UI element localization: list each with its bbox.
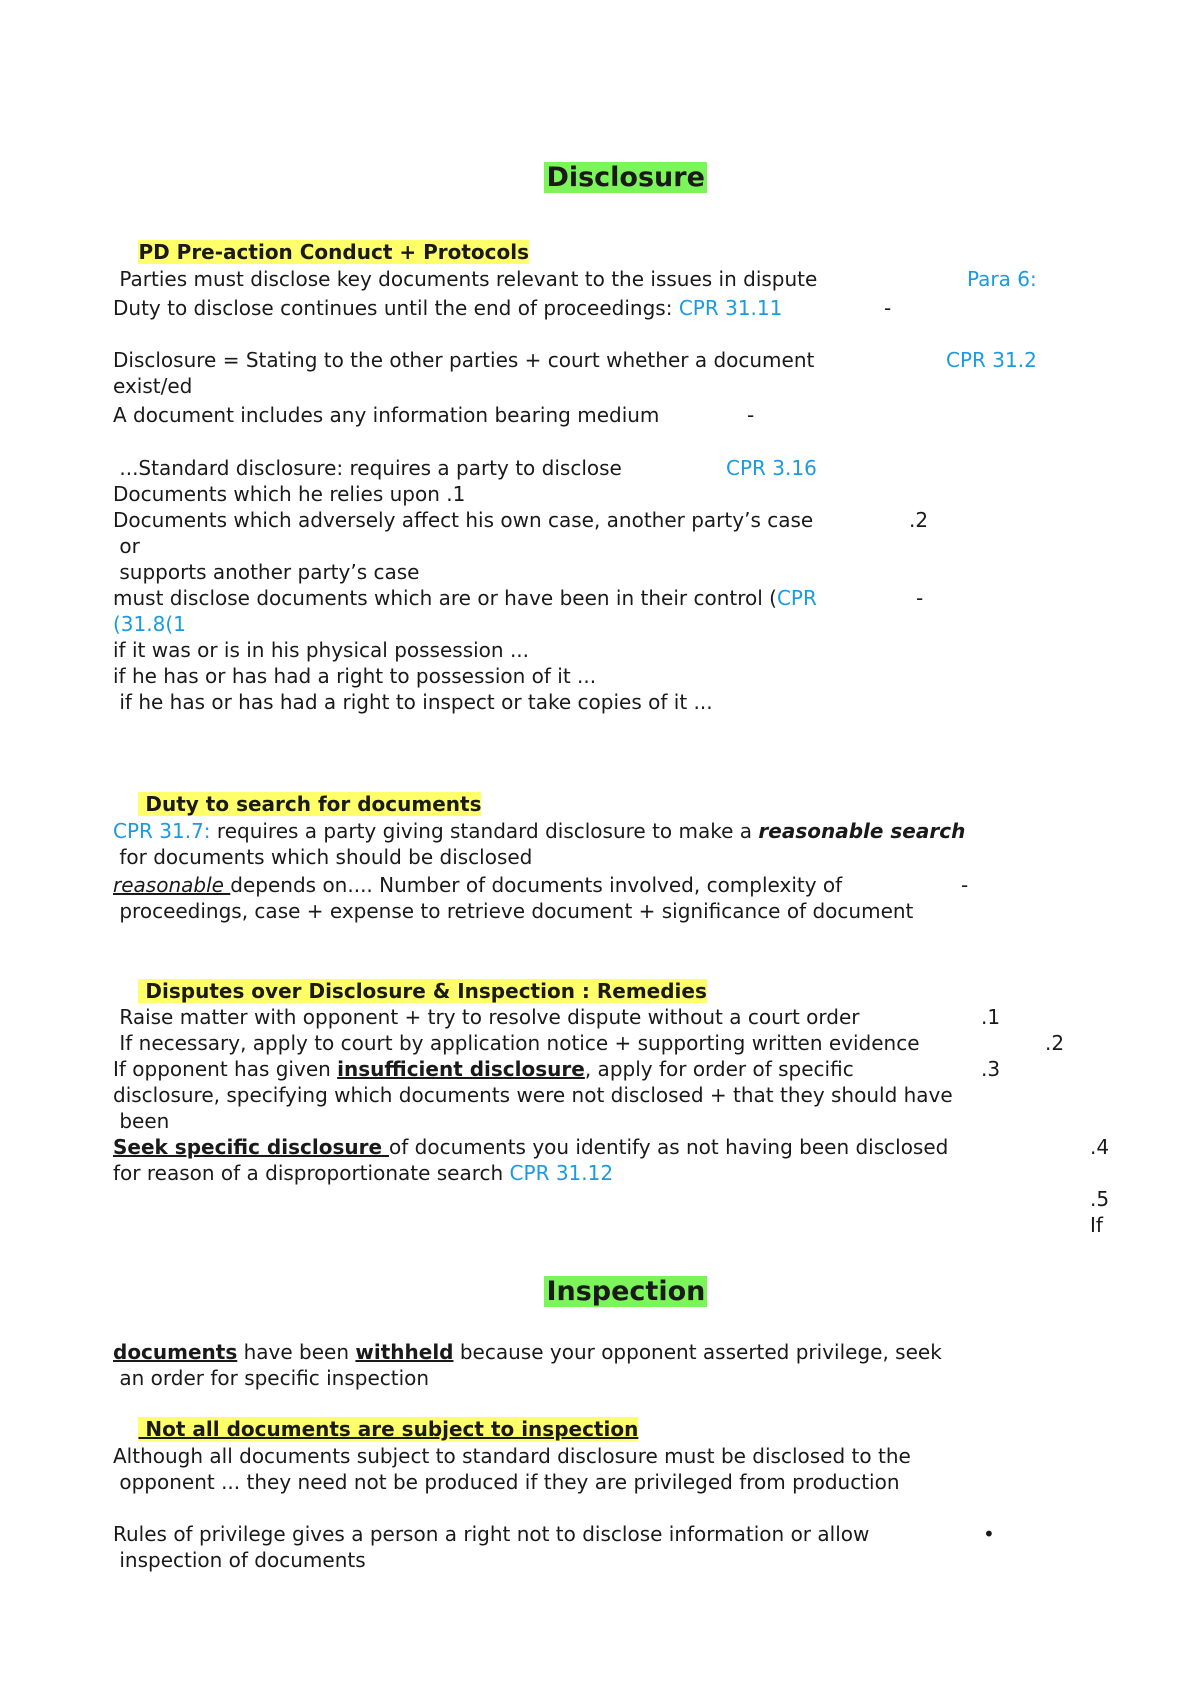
- ref-cpr-31-2: CPR 31.2: [946, 348, 1037, 372]
- dash-marker: -: [961, 873, 969, 897]
- ref-cpr-31-12: CPR 31.12: [509, 1161, 614, 1185]
- text-line: opponent ... they need not be produced if they are privileged from production: [113, 1470, 900, 1494]
- heading-disputes-text: Disputes over Disclosure & Inspection : Remedies: [138, 979, 707, 1003]
- text-span: must disclose documents which are or have been in their control (: [113, 586, 777, 610]
- ref-cpr-31-7: CPR 31.7:: [113, 819, 211, 843]
- text-span: requires a party giving standard disclosure to make a: [210, 819, 759, 843]
- text-span: of documents you identify as not having been disclosed: [389, 1135, 949, 1159]
- text-line: If: [1090, 1213, 1103, 1237]
- heading-not-all-text: Not all documents are subject to inspection: [138, 1417, 639, 1441]
- ref-cpr-3-16: CPR 3.16: [726, 456, 817, 480]
- text-line: Parties must disclose key documents relevant to the issues in dispute: [113, 267, 818, 291]
- text-line: if he has or has had a right to possession of it ...: [113, 664, 597, 688]
- text-line: been: [113, 1109, 170, 1133]
- text-span: depends on.... Number of documents involved, complexity of: [230, 873, 843, 897]
- text-line: [113, 1134, 948, 1160]
- text-line: if it was or is in his physical possession ...: [113, 638, 530, 662]
- title-inspection: [519, 1247, 707, 1337]
- ref-para-6: Para 6:: [967, 267, 1037, 291]
- emphasis-insufficient-disclosure: insufficient disclosure: [337, 1057, 585, 1081]
- emphasis-reasonable: reasonable: [113, 873, 231, 897]
- text-line: exist/ed: [113, 374, 193, 398]
- text-span: because your opponent asserted privilege, seek: [453, 1340, 942, 1364]
- text-line: [113, 585, 817, 611]
- text-span: for reason of a disproportionate search: [113, 1161, 510, 1185]
- emphasis-seek-specific-disclosure: Seek specific disclosure: [113, 1135, 389, 1159]
- text-line: [113, 1056, 854, 1082]
- list-number: .2: [1045, 1031, 1065, 1055]
- text-line: [113, 818, 965, 844]
- ref-cpr-31-11: CPR 31.11: [678, 296, 783, 320]
- text-line: [113, 1160, 613, 1186]
- text-line: inspection of documents: [113, 1548, 366, 1572]
- text-line: or: [113, 534, 140, 558]
- text-span: have been: [237, 1340, 356, 1364]
- title-inspection-text: Inspection: [546, 1276, 706, 1307]
- text-span: If opponent has given: [113, 1057, 338, 1081]
- ref-cpr-31-8: CPR: [776, 586, 817, 610]
- title-disclosure: [519, 133, 707, 223]
- emphasis-documents: documents: [113, 1340, 238, 1364]
- text-line: If necessary, apply to court by application notice + supporting written evidence: [113, 1031, 920, 1055]
- text-line: proceedings, case + expense to retrieve document + significance of document: [113, 899, 914, 923]
- text-line: if he has or has had a right to inspect or take copies of it ...: [113, 690, 713, 714]
- dash-marker: -: [747, 403, 755, 427]
- text-line: [113, 872, 842, 898]
- text-line: Raise matter with opponent + try to resolve dispute without a court order: [113, 1005, 860, 1029]
- text-line: Documents which adversely affect his own case, another party’s case: [113, 508, 814, 532]
- heading-duty-search-text: Duty to search for documents: [138, 792, 482, 816]
- list-number: .3: [981, 1057, 1001, 1081]
- list-number: .5: [1090, 1187, 1110, 1211]
- text-line: Rules of privilege gives a person a right not to disclose information or allow: [113, 1522, 870, 1546]
- emphasis-reasonable-search: reasonable search: [758, 819, 966, 843]
- text-line: [113, 1339, 942, 1365]
- dash-marker: -: [884, 296, 892, 320]
- text-line: disclosure, specifying which documents were not disclosed + that they should have: [113, 1083, 953, 1107]
- dash-marker: -: [916, 586, 924, 610]
- text-line: [113, 295, 782, 321]
- text-line: Although all documents subject to standard disclosure must be disclosed to the: [113, 1444, 911, 1468]
- text-span: , apply for order of specific: [584, 1057, 854, 1081]
- list-number: .4: [1090, 1135, 1110, 1159]
- text-line: Disclosure = Stating to the other parties + court whether a document: [113, 348, 815, 372]
- text-line: an order for specific inspection: [113, 1366, 430, 1390]
- list-number: .2: [909, 508, 929, 532]
- text-line: supports another party’s case: [113, 560, 420, 584]
- emphasis-withheld: withheld: [355, 1340, 454, 1364]
- title-disclosure-text: Disclosure: [546, 162, 705, 193]
- text-span: Duty to disclose continues until the end of proceedings:: [113, 296, 679, 320]
- bullet-marker: •: [983, 1522, 995, 1546]
- text-line: for documents which should be disclosed: [113, 845, 533, 869]
- text-line: Documents which he relies upon .1: [113, 482, 466, 506]
- text-line: A document includes any information bearing medium: [113, 403, 660, 427]
- ref-cpr-31-8-cont: (31.8(1: [113, 612, 186, 636]
- heading-pd-pre-action-text: PD Pre-action Conduct + Protocols: [138, 240, 529, 264]
- list-number: .1: [981, 1005, 1001, 1029]
- text-line: ...Standard disclosure: requires a party to disclose: [113, 456, 622, 480]
